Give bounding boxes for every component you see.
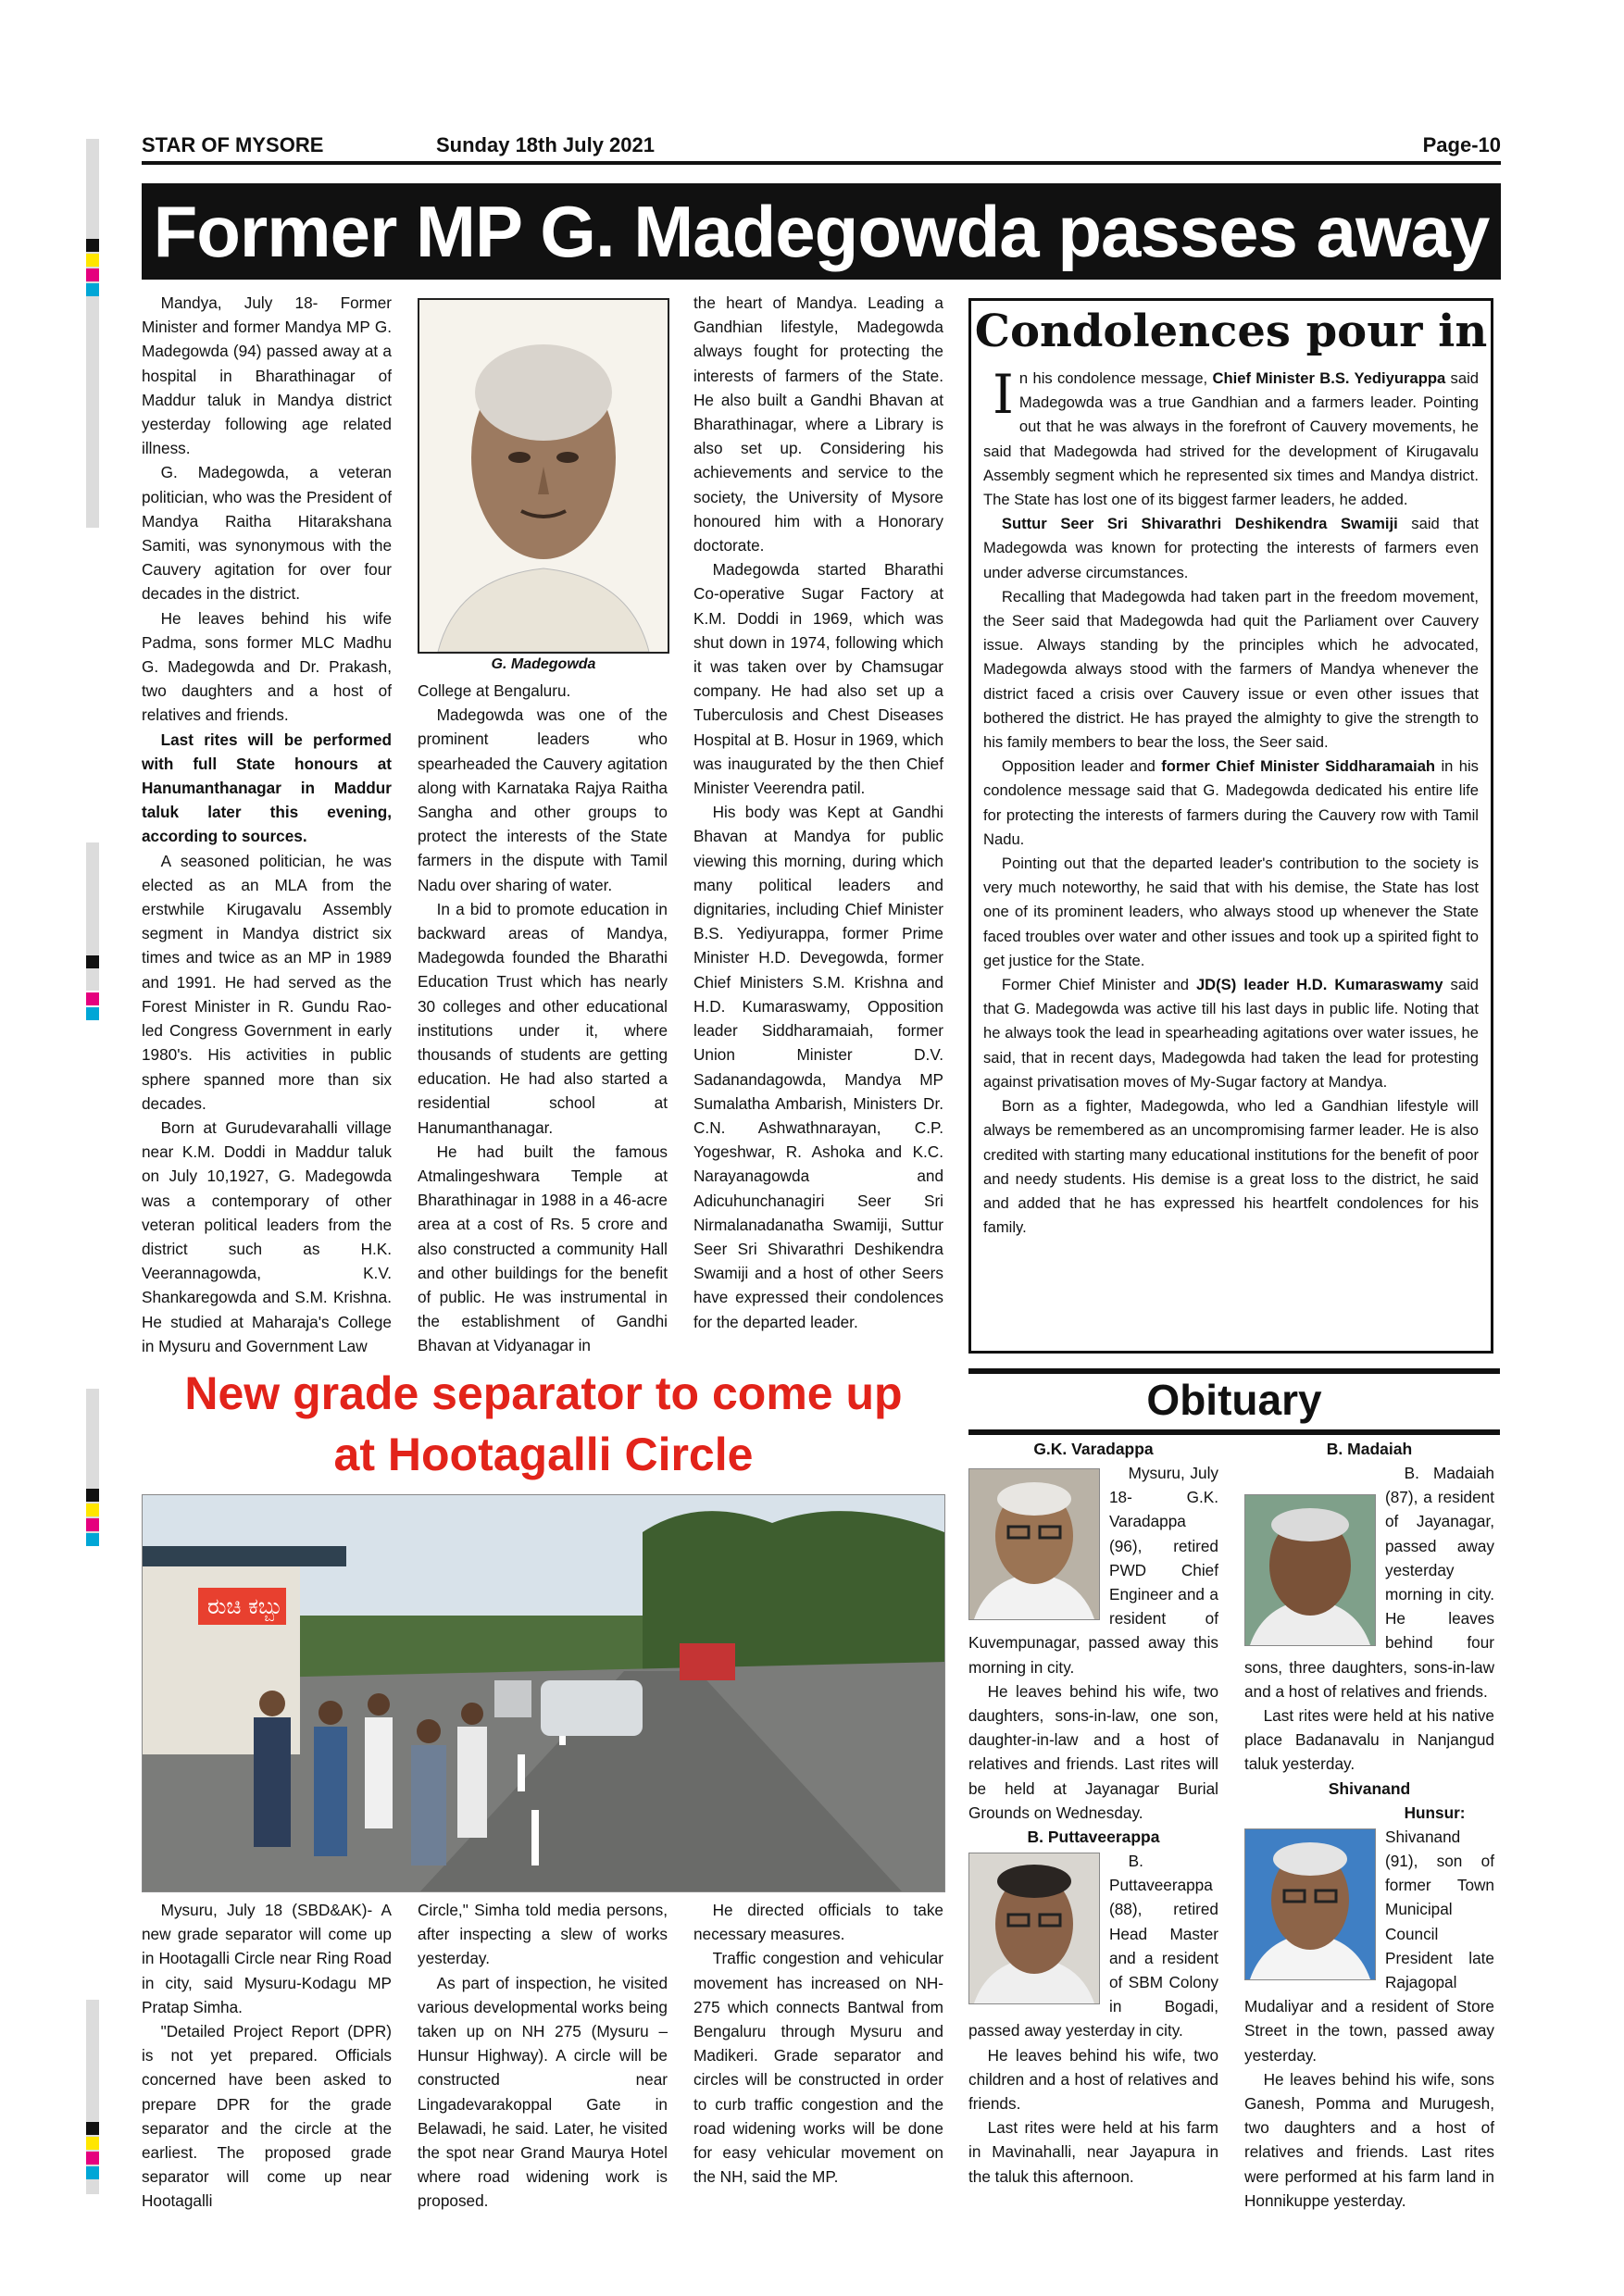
- registration-magenta: [86, 2152, 99, 2165]
- madaiah-photo: [1244, 1494, 1376, 1646]
- page-number: Page-10: [1422, 133, 1501, 156]
- separator-paragraph: Traffic congestion and vehicular movement has increased on NH-275 which connects Bantwal from Bengaluru through Mysuru and Madikeri. Grade separator and circles will be constructed in order to curb traffic congestion and the road widening works will be done for easy vehicular movement on the NH, said the MP.: [693, 1949, 943, 2187]
- condolence-paragraph: Former Chief Minister and JD(S) leader H.D. Kumaraswamy said that G. Madegowda was active till his last days in public life. Noting that he always took the lead in spearheading agitations over water issues, he said, that in recent days, Madegowda had taken the lead for protesting against privatisation moves of My-Sugar factory at Mandya.: [983, 976, 1479, 1091]
- condolence-paragraph: Born as a fighter, Madegowda, who led a Gandhian lifestyle will always be remembered as an uncompromising farmer leader. He is also credited with starting many educational institutions for the benefit of poor and needy students. His demise is a great loss to the district, he said and added that he has expressed his heartfelt condolences for his family.: [983, 1097, 1479, 1237]
- lead-paragraph: Madegowda started Bharathi Co-operative Sugar Factory at K.M. Doddi in 1969, which was shut down in 1974, following which it was taken over by Chamsugar company. He had also set up a Tuberculosis and Chest Diseases Hospital at B. Hosur in 1969, which was inaugurated by the then Chief Minister Veerendra patil.: [693, 560, 943, 798]
- registration-black: [86, 239, 99, 252]
- separator-paragraph: "Detailed Project Report (DPR) is not yet prepared. Officials concerned have been asked to prepare DPR for the grade separator and the circle at the earliest. The proposed grade separator will come up near Hootagalli: [142, 2022, 392, 2211]
- lead-column-2: [418, 679, 668, 1358]
- lead-headline: Former MP G. Madegowda passes away: [153, 191, 1490, 272]
- separator-paragraph: As part of inspection, he visited various developmental works being taken up on NH 275 (Mysuru – Hunsur Highway). A circle will be constructed near Lingadevarakoppal Gate in Belawadi, he said. Later, he visited the spot near Grand Maurya Hotel where road widening work is proposed.: [418, 1973, 668, 2211]
- lead-paragraph: Mandya, July 18- Former Minister and former Mandya MP G. Madegowda (94) passed away at a hospital in Bharathinagar of Maddur taluk in Mandya district yesterday following age related illness.: [142, 293, 392, 458]
- condolence-paragraph: Suttur Seer Sri Shivarathri Deshikendra Swamiji said that Madegowda was known for protecting the interests of farmers even under adverse circumstances.: [983, 515, 1479, 581]
- registration-black: [86, 2122, 99, 2135]
- separator-headline-line-1: New grade separator to come up: [184, 1367, 903, 1419]
- lead-paragraph: In a bid to promote education in backward areas of Mandya, Madegowda founded the Bharathi Education Trust which has nearly 30 colleges and other educational institutions under it, where thousands of students are getting education. He had also started a residential school at Hanumanthanagar.: [418, 899, 668, 1137]
- condolence-paragraph: Pointing out that the departed leader's contribution to the society is very much noteworthy, he said that with his demise, the State has lost one of its prominent leaders, who always stood up whenever the State faced troubles over water and other issues and took up a spirited fight to get justice for the State.: [983, 855, 1479, 969]
- obit-paragraph: B. Puttaveerappa (88), retired Head Master and a resident of SBM Colony in Bogadi, passed away yesterday in city.: [968, 1852, 1218, 2040]
- registration-strip-1: [86, 139, 99, 528]
- obit-paragraph: B. Madaiah (87), a resident of Jayanagar, passed away yesterday morning in city. He leaves behind four sons, three daughters, sons-in-law and a host of relatives and friends.: [1244, 1464, 1494, 1701]
- obit-paragraph: He leaves behind his wife, two children and a host of relatives and friends.: [968, 2045, 1218, 2114]
- shivanand-photo: [1244, 1828, 1376, 1980]
- obituary-rule-bottom: [968, 1429, 1500, 1435]
- obit-name: B. Puttaveerappa: [1027, 1828, 1160, 1847]
- condolence-paragraph: Opposition leader and former Chief Minister Siddharamaiah in his condolence message said that G. Madegowda dedicated his entire life for protecting the interests of farmers during the Cauvery row with Tamil Nadu.: [983, 757, 1479, 848]
- lead-paragraph: He had built the famous Atmalingeshwara Temple at Bharathinagar in 1988 in a 46-acre area at a cost of Rs. 5 crore and also constructed a community Hall and other buildings for the benefit of public. He was instrumental in the establishment of Gandhi Bhavan at Vidyanagar in: [418, 1142, 668, 1355]
- photo-caption: G. Madegowda: [418, 652, 669, 676]
- obit-paragraph: He leaves behind his wife, two daughters, sons-in-law, one son, daughter-in-law and a host of relatives and friends. Last rites will be held at Jayanagar Burial Grounds on Wednesday.: [968, 1681, 1218, 1822]
- separator-column-2: [418, 1898, 668, 2214]
- separator-column-1: [142, 1898, 392, 2214]
- drop-cap: I: [993, 363, 1014, 426]
- separator-paragraph: He directed officials to take necessary measures.: [693, 1901, 943, 1944]
- registration-yellow: [86, 254, 99, 267]
- registration-black: [86, 1489, 99, 1502]
- lead-headline-band: [142, 183, 1501, 280]
- lead-paragraph: G. Madegowda, a veteran politician, who was the President of Mandya Raitha Hitarakshana Samiti, was synonymous with the Cauvery agitation for over four decades in the district.: [142, 463, 392, 604]
- lead-paragraph: the heart of Mandya. Leading a Gandhian lifestyle, Madegowda always fought for protecting the interests of farmers of the State. He also built a Gandhi Bhavan at Bharathinagar, where a Library is also set up. Considering his achievements and service to the society, the University of Mysore honoured him with a Honorary doctorate.: [693, 293, 943, 555]
- registration-magenta: [86, 992, 99, 1005]
- registration-magenta: [86, 1518, 99, 1531]
- masthead-rule: [142, 161, 1501, 165]
- registration-cyan: [86, 1007, 99, 1020]
- condolences-body: [983, 363, 1479, 1240]
- registration-strip-2: [86, 842, 99, 991]
- obit-varadappa: [968, 1437, 1218, 2189]
- separator-paragraph: Mysuru, July 18 (SBD&AK)- A new grade separator will come up in Hootagalli Circle near Ring Road in city, said Mysuru-Kodagu MP Pratap Simha.: [142, 1901, 392, 2016]
- obit-name: G.K. Varadappa: [1033, 1440, 1154, 1458]
- lead-paragraph: He leaves behind his wife Padma, sons former MLC Madhu G. Madegowda and Dr. Prakash, two daughters and a host of relatives and friends.: [142, 608, 392, 725]
- issue-date: Sunday 18th July 2021: [436, 133, 655, 156]
- lead-paragraph-bold: Last rites will be performed with full State honours at Hanumanthanagar in Maddur taluk later this evening, according to sources.: [142, 730, 392, 846]
- lead-paragraph: College at Bengaluru.: [418, 681, 571, 700]
- paper-name: STAR OF MYSORE: [142, 133, 324, 156]
- registration-cyan: [86, 2166, 99, 2179]
- puttaveerappa-photo: [968, 1853, 1100, 2004]
- separator-headline-line-2: at Hootagalli Circle: [333, 1429, 754, 1480]
- lead-paragraph: Born at Gurudevarahalli village near K.M. Doddi in Maddur taluk on July 10,1927, G. Madegowda was a contemporary of other veteran political leaders from the district such as H.K. Veerannagowda, K.V. Shankaregowda and S.M. Krishna. He studied at Maharaja's College in Mysuru and Government Law: [142, 1117, 392, 1355]
- obit-name: Shivanand: [1328, 1778, 1411, 1798]
- obit-paragraph: Mysuru, July 18- G.K. Varadappa (96), retired PWD Chief Engineer and a resident of Kuvempunagar, passed away this morning in city.: [968, 1464, 1218, 1677]
- varadappa-photo: [968, 1468, 1100, 1620]
- separator-headline: [142, 1363, 945, 1485]
- lead-column-1: [142, 291, 392, 1358]
- obit-paragraph: Last rites were held at his farm in Mavinahalli, near Jayapura in the taluk this afternoon.: [968, 2118, 1218, 2186]
- registration-yellow: [86, 2137, 99, 2150]
- registration-magenta: [86, 268, 99, 281]
- obit-paragraph: Last rites were held at his native place Badanavalu in Nanjangud taluk yesterday.: [1244, 1706, 1494, 1774]
- masthead: [142, 133, 1501, 165]
- lead-paragraph: Madegowda was one of the prominent leaders who spearheaded the Cauvery agitation along with Karnataka Rajya Raitha Sangha and other groups to protect the interests of the State farmers in the dispute with Tamil Nadu over sharing of water.: [418, 705, 668, 894]
- hootagalli-photo: [142, 1494, 945, 1892]
- obit-madaiah: [1244, 1437, 1494, 2213]
- registration-black: [86, 955, 99, 968]
- registration-cyan: [86, 1533, 99, 1546]
- condolences-title: Condolences pour in: [974, 306, 1488, 357]
- condolence-paragraph: In his condolence message, Chief Minister B.S. Yediyurappa said Madegowda was a true Gandhian and a farmers leader. Pointing out that he was always in the forefront of Cauvery movements, he said that Madegowda had strived for the development of Kirugavalu Assembly segment which he represented six times and Mandya district. The State has lost one of its biggest farmer leaders, he added.: [983, 363, 1479, 509]
- registration-strip-4: [86, 2000, 99, 2194]
- registration-yellow: [86, 1504, 99, 1516]
- shop-sign: ರುಚಿ ಕಬ್ಬು: [207, 1593, 283, 1619]
- lead-column-3: [693, 291, 943, 1334]
- registration-cyan: [86, 283, 99, 296]
- obit-paragraph: Hunsur: Shivanand (91), son of former Town Municipal Council President late Rajagopal Mudaliyar and a resident of Store Street in the town, passed away yesterday.: [1244, 1803, 1494, 2065]
- separator-paragraph: Circle," Simha told media persons, after inspecting a slew of works yesterday.: [418, 1901, 668, 1968]
- obit-name: B. Madaiah: [1326, 1440, 1413, 1458]
- separator-column-3: [693, 1898, 943, 2189]
- condolence-paragraph: Recalling that Madegowda had taken part in the freedom movement, the Seer said that Madegowda had quit the Parliament over Cauvery issue. Always standing by the principles which he advocated, Madegowda always stood with the farmers of Mandya whenever the district faced a crisis over Cauvery issue or even other issues that bothered the district. He has prayed the almighty to give the strength to his family members to bear the loss, the Seer said.: [983, 587, 1479, 752]
- madegowda-photo: [418, 298, 669, 654]
- lead-paragraph: A seasoned politician, he was elected as an MLA from the erstwhile Kirugavalu Assembly segment in Mandya district six times and twice as an MP in 1989 and 1991. He had served as the Forest Minister in R. Gundu Rao-led Congress Government in early 1980's. His activities in public sphere spanned more than six decades.: [142, 851, 392, 1113]
- lead-paragraph: His body was Kept at Gandhi Bhavan at Mandya for public viewing this morning, during which many political leaders and dignitaries, including Chief Minister B.S. Yediyurappa, former Prime Minister H.D. Devegowda, former Chief Ministers S.M. Krishna and H.D. Kumaraswamy, Opposition leader Siddharamaiah, former Union Minister D.V. Sadanandagowda, Mandya MP Sumalatha Ambarish, Ministers Dr. C.N. Ashwathnarayan, C.P. Yogeshwar, R. Ashoka and K.C. Narayanagowda and Adicuhunchanagiri Seer Sri Nirmalanadanatha Swamiji, Suttur Seer Sri Shivarathri Deshikendra Swamiji and a host of other Seers have expressed their condolences for the departed leader.: [693, 803, 943, 1331]
- obit-paragraph: He leaves behind his wife, sons Ganesh, Pomma and Murugesh, two daughters and a host of relatives and friends. Last rites were performed at his farm land in Honnikuppe yesterday.: [1244, 2069, 1494, 2210]
- obituary-title: Obituary: [1146, 1376, 1322, 1424]
